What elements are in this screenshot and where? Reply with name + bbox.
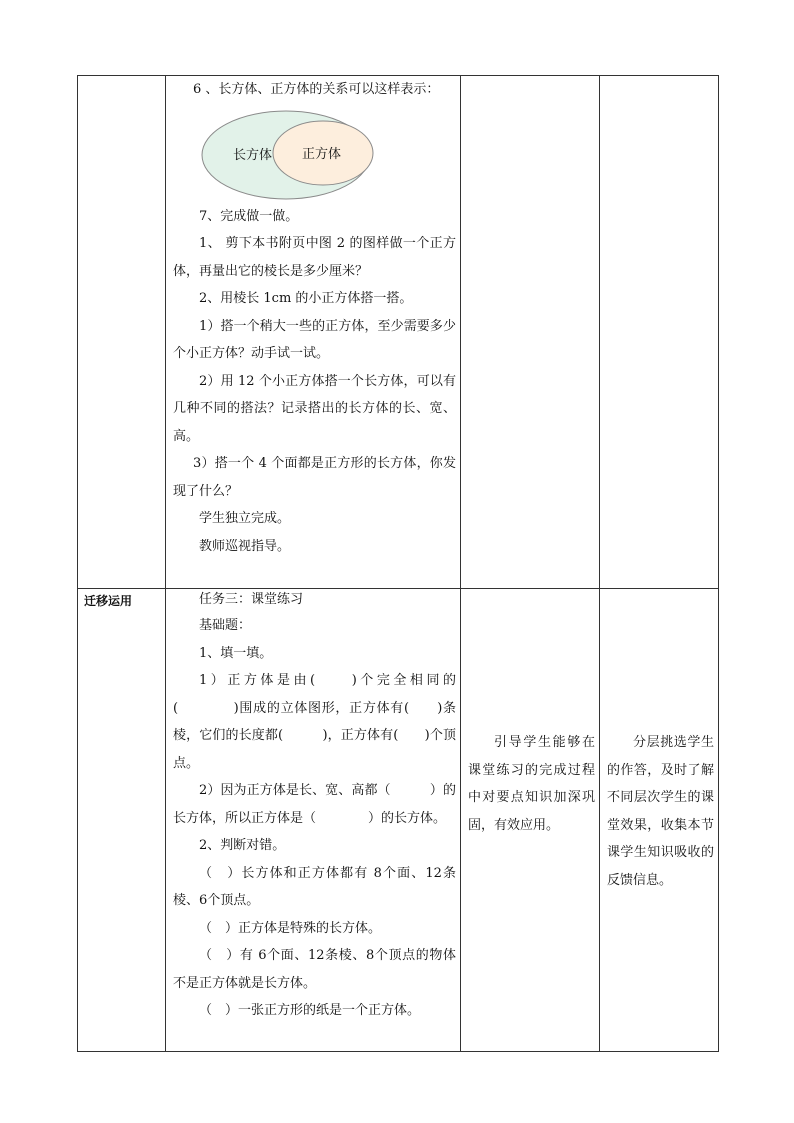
true-false-1: （ ）长方体和正方体都有 8个面、12条棱、6个顶点。	[173, 865, 456, 908]
true-false-3: （ ）有 6个面、12条棱、8个顶点的物体不是正方体就是长方体。	[173, 948, 456, 991]
table-row	[78, 76, 719, 589]
task-three-title: 任务三：课堂练习	[199, 592, 304, 607]
stage-cell	[78, 76, 166, 589]
evaluation-cell	[600, 76, 719, 589]
student-activity: 学生独立完成。	[199, 511, 291, 526]
item-cut-pattern: 1、 剪下本书附页中图 2 的图样做一个正方体，再量出它的棱长是多少厘米？	[173, 236, 456, 279]
item-build-1: 1）搭一个稍大一些的正方体，至少需要多少个小正方体？动手试一试。	[173, 318, 456, 361]
true-false-heading: 2、判断对错。	[199, 838, 286, 853]
stage-cell	[78, 589, 166, 1052]
table-row	[78, 589, 719, 1052]
item-7-heading: 7、完成做一做。	[199, 208, 299, 224]
design-intent: 引导学生能够在课堂练习的完成过程中对要点知识加深巩固，有效应用。	[468, 735, 595, 833]
stage-label	[78, 76, 165, 79]
fill-in-2: 2）因为正方体是长、宽、高都（ ）的长方体，所以正方体是（ ）的长方体。	[173, 783, 456, 826]
fill-in-1: 1）正方体是由( )个完全相同的( )围成的立体图形，正方体有( )条棱，它们的长度都( )，正方体有( )个顶点。	[173, 673, 456, 771]
venn-inner-label: 正方体	[302, 146, 342, 162]
item-6-relation: 6 、长方体、正方体的关系可以这样表示：	[193, 82, 440, 97]
teacher-activity: 教师巡视指导。	[199, 538, 291, 554]
venn-outer-label: 长方体	[233, 147, 273, 163]
intent-cell	[461, 589, 600, 1052]
content-cell	[166, 589, 461, 1052]
lesson-table	[77, 75, 719, 1052]
intent-cell	[461, 76, 600, 589]
true-false-4: （ ）一张正方形的纸是一个正方体。	[199, 1003, 421, 1018]
fill-in-heading: 1、填一填。	[199, 645, 273, 661]
venn-diagram	[200, 109, 376, 201]
item-build-3: 3）搭一个 4 个面都是正方形的长方体，你发现了什么？	[173, 456, 456, 499]
true-false-2: （ ）正方体是特殊的长方体。	[199, 920, 382, 936]
stage-label: 迁移运用	[84, 594, 133, 608]
item-build-2: 2）用 12 个小正方体搭一个长方体，可以有几种不同的搭法？记录搭出的长方体的长、宽、高。	[173, 373, 456, 444]
item-build-cubes: 2、用棱长 1cm 的小正方体搭一搭。	[199, 291, 413, 306]
basic-questions-heading: 基础题：	[199, 618, 252, 633]
evaluation-cell	[600, 589, 719, 1052]
evaluation-text: 分层挑选学生的作答，及时了解不同层次学生的课堂效果，收集本节课学生知识吸收的反馈信息。	[607, 735, 714, 888]
content-cell	[166, 76, 461, 589]
